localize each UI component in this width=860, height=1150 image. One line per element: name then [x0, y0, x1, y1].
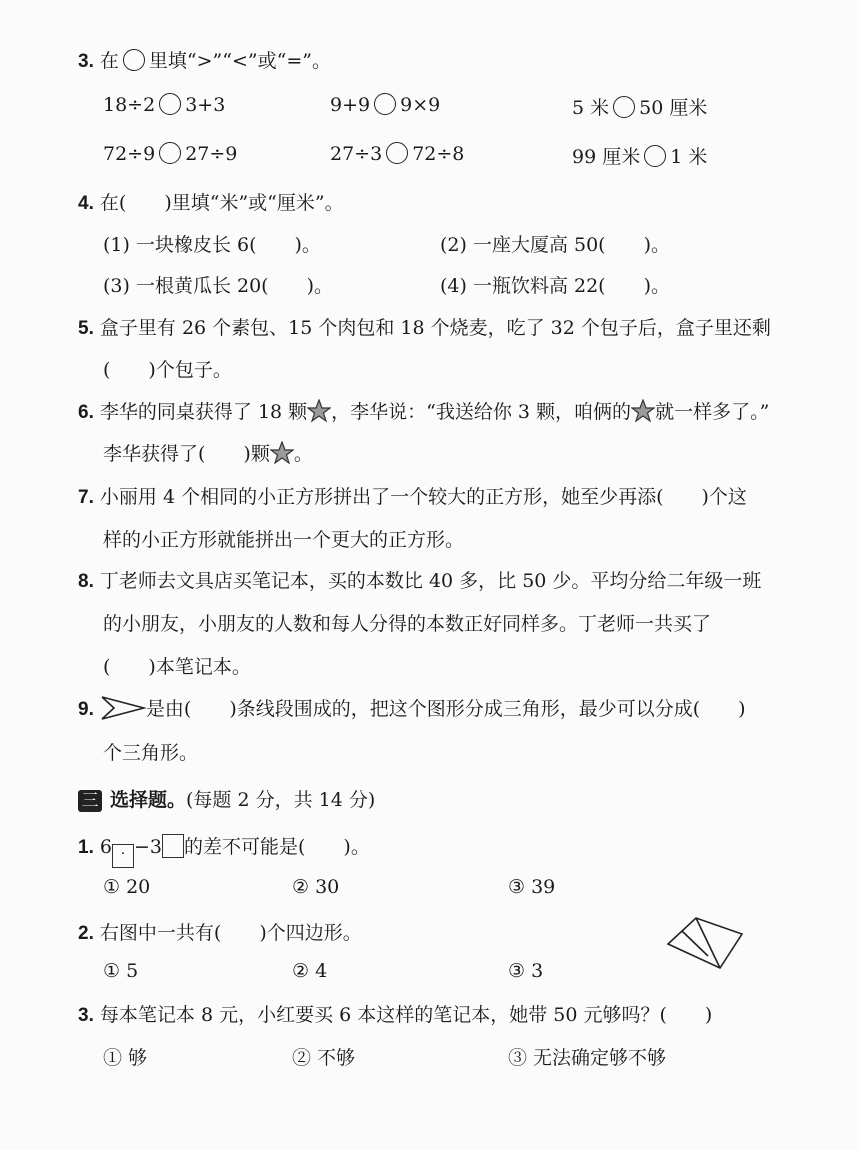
- c1-mid: −3: [134, 836, 163, 858]
- q3-item-2: [330, 93, 440, 116]
- c2-text: 右图中一共有( )个四边形。: [99, 922, 362, 944]
- q3-number: 3.: [78, 51, 94, 72]
- q3-item-1: [103, 93, 225, 116]
- c3-text: 每本笔记本 8 元，小红要买 6 本这样的笔记本，她带 50 元够吗？( ): [99, 1004, 713, 1026]
- q3-item-1-right: 3+3: [185, 94, 226, 116]
- c3-option-2[interactable]: ② 不够: [292, 1047, 356, 1069]
- q7-number: 7.: [78, 487, 94, 508]
- q3-item-1-left: 18÷2: [103, 94, 156, 116]
- c3-option-3[interactable]: ③ 无法确定够不够: [508, 1047, 667, 1069]
- q8-line-3: ( )本笔记本。: [103, 656, 251, 678]
- compare-circle[interactable]: [613, 96, 635, 118]
- q3-item-4: [103, 142, 237, 165]
- q3-item-6-right: 1 米: [670, 146, 708, 168]
- q3-item-2-left: 9+9: [330, 94, 371, 116]
- c1-option-3[interactable]: ③ 39: [508, 876, 556, 898]
- q8-line-1: [78, 566, 761, 593]
- c1-option-1[interactable]: ① 20: [103, 876, 151, 898]
- digit-box[interactable]: [162, 834, 184, 858]
- q4-number: 4.: [78, 193, 94, 214]
- section-3-header: [78, 785, 375, 812]
- c2-number: 2.: [78, 923, 94, 944]
- c1-line: [78, 832, 370, 868]
- q4-item-4: (4) 一瓶饮料高 22( )。: [440, 275, 670, 297]
- q8-number: 8.: [78, 571, 94, 592]
- q6-text-a: 李华的同桌获得了 18 颗: [99, 401, 308, 423]
- c1-number: 1.: [78, 837, 94, 858]
- q3-item-5-right: 72÷8: [412, 143, 465, 165]
- q5-text-1: 盒子里有 26 个素包、15 个肉包和 18 个烧麦，吃了 32 个包子后，盒子里还剩: [99, 317, 771, 339]
- q9-line-1: [78, 694, 746, 721]
- c2-option-1[interactable]: ① 5: [103, 960, 139, 982]
- q7-line-2: 样的小正方形就能拼出一个更大的正方形。: [103, 529, 465, 551]
- c1-prefix: 6: [99, 836, 112, 858]
- compare-circle[interactable]: [159, 93, 181, 115]
- q6-number: 6.: [78, 402, 94, 423]
- q8-text-1: 丁老师去文具店买笔记本，买的本数比 40 多，比 50 少。平均分给二年级一班: [99, 570, 762, 592]
- q7-text-1: 小丽用 4 个相同的小正方形拼出了一个较大的正方形，她至少再添( )个这: [99, 486, 747, 508]
- q3-item-3: [572, 93, 707, 120]
- c1-suffix: 的差不可能是( )。: [184, 836, 370, 858]
- c2-option-2[interactable]: ② 4: [292, 960, 328, 982]
- star-icon: [270, 441, 294, 465]
- q3-item-4-right: 27÷9: [185, 143, 238, 165]
- q4-item-1: (1) 一块橡皮长 6( )。: [103, 234, 321, 256]
- q3-item-3-right: 50 厘米: [639, 97, 708, 119]
- c1-option-2[interactable]: ② 30: [292, 876, 340, 898]
- compare-circle[interactable]: [644, 145, 666, 167]
- compare-circle[interactable]: [386, 142, 408, 164]
- q9-text-1: 是由( )条线段围成的，把这个图形分成三角形，最少可以分成( ): [145, 698, 746, 720]
- q3-title-a: 在: [99, 50, 119, 72]
- compare-circle[interactable]: [159, 142, 181, 164]
- q3-item-6: [572, 142, 707, 169]
- q3-item-3-left: 5 米: [572, 97, 610, 119]
- compare-circle[interactable]: [374, 93, 396, 115]
- q6-line-1: [78, 397, 769, 424]
- q6-text-c: 就一样多了。”: [655, 401, 770, 423]
- q4-title-text: 在( )里填“米”或“厘米”。: [99, 192, 344, 214]
- c2-option-3[interactable]: ③ 3: [508, 960, 544, 982]
- c3-line: [78, 1000, 712, 1027]
- q6-text-b: ，李华说：“我送给你 3 颗，咱俩的: [331, 401, 632, 423]
- quadrilateral-figure: [662, 912, 746, 972]
- q3-title-b: 里填“>”“<”或“=”。: [148, 50, 331, 72]
- q4-item-3: (3) 一根黄瓜长 20( )。: [103, 275, 333, 297]
- q3-item-5: [330, 142, 464, 165]
- section-badge: 三: [78, 790, 102, 812]
- digit-box[interactable]: ·: [112, 844, 134, 868]
- q3-item-5-left: 27÷3: [330, 143, 383, 165]
- q3-title: [78, 46, 331, 73]
- chevron-shape-icon: [100, 695, 146, 721]
- c3-number: 3.: [78, 1005, 94, 1026]
- q4-title: [78, 188, 344, 215]
- q8-line-2: 的小朋友，小朋友的人数和每人分得的本数正好同样多。丁老师一共买了: [103, 613, 712, 635]
- q3-item-2-right: 9×9: [400, 94, 441, 116]
- star-icon: [307, 399, 331, 423]
- q7-line-1: [78, 482, 747, 509]
- q6-text-e: 。: [293, 443, 313, 465]
- q9-line-2: 个三角形。: [103, 742, 199, 764]
- q5-number: 5.: [78, 318, 94, 339]
- q9-number: 9.: [78, 699, 94, 720]
- q5-line-1: [78, 313, 771, 340]
- section-title: 选择题。: [110, 789, 187, 811]
- c3-option-1[interactable]: ① 够: [103, 1047, 148, 1069]
- q4-item-2: (2) 一座大厦高 50( )。: [440, 234, 670, 256]
- star-icon: [631, 399, 655, 423]
- q3-item-6-left: 99 厘米: [572, 146, 641, 168]
- circle-icon: [123, 49, 145, 71]
- c2-line: [78, 918, 362, 945]
- q5-line-2: ( )个包子。: [103, 359, 232, 381]
- section-note: (每题 2 分，共 14 分): [186, 789, 376, 811]
- q3-item-4-left: 72÷9: [103, 143, 156, 165]
- q6-text-d: 李华获得了( )颗: [103, 443, 270, 465]
- q6-line-2: [103, 439, 313, 466]
